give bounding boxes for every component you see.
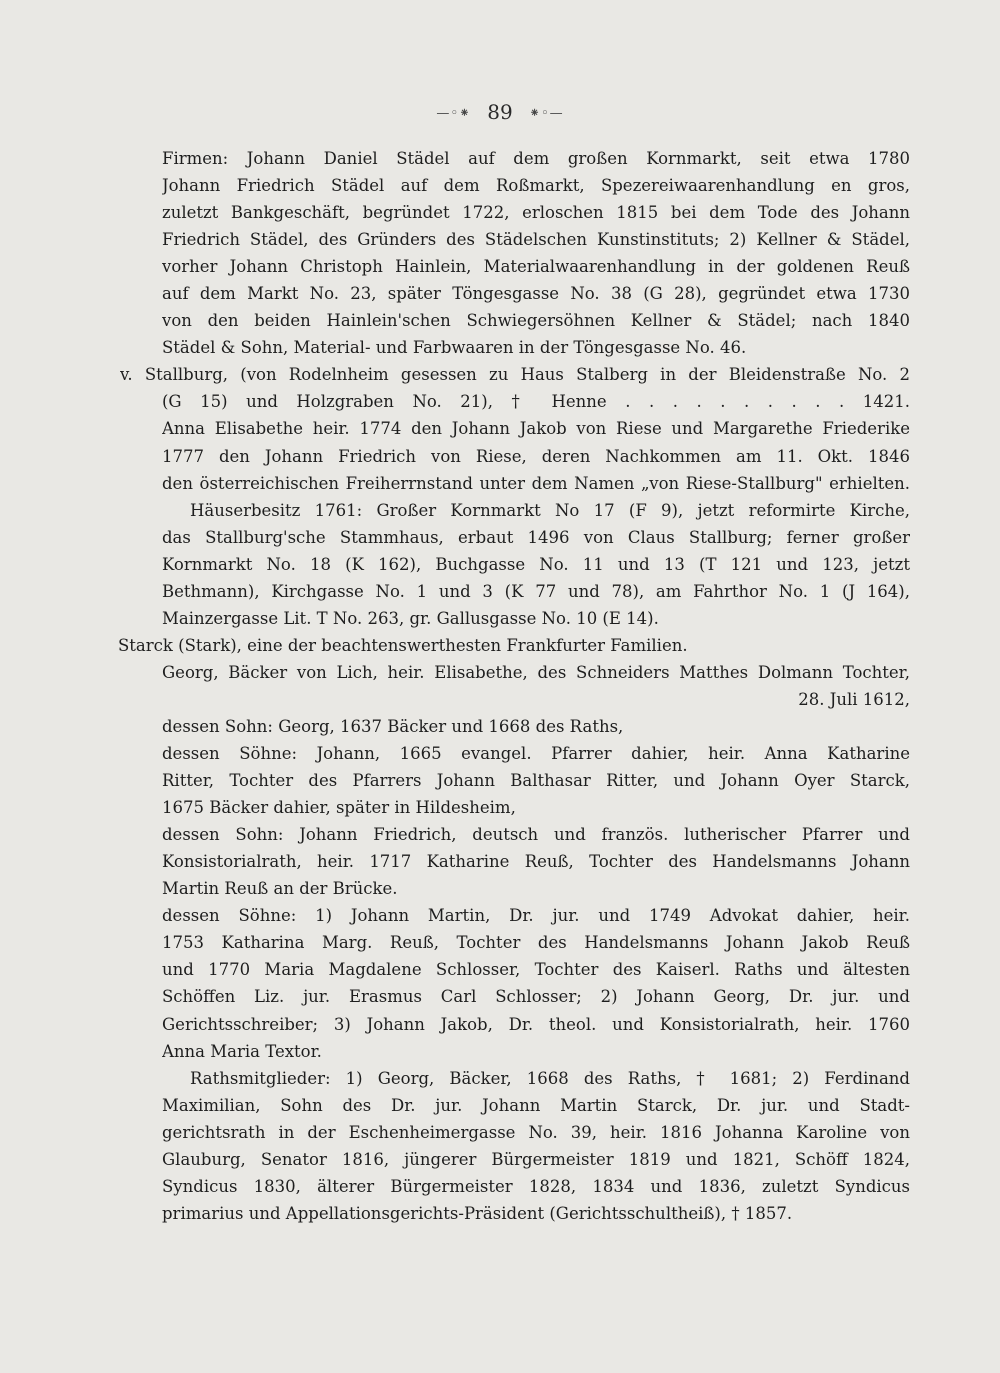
entry-heading-line: Starck (Stark), eine der beachtenswerthesten Frankfurter Familien. bbox=[118, 635, 688, 655]
text-line: gerichtsrath in der Eschenheimergasse No. 39, heir. 1816 Johanna Karoline von bbox=[162, 1122, 910, 1142]
text-line: Mainzergasse Lit. T No. 263, gr. Gallusgasse No. 10 (E 14). bbox=[162, 608, 659, 628]
text-line: Rathsmitglieder: 1) Georg, Bäcker, 1668 des Raths, † 1681; 2) Ferdinand bbox=[190, 1068, 910, 1088]
text-line: auf dem Markt No. 23, später Töngesgasse No. 38 (G 28), gegründet etwa 1730 bbox=[162, 284, 910, 304]
text-line: 28. Juli 1612, bbox=[798, 689, 910, 709]
text-line: den österreichischen Freiherrnstand unter dem Namen „von Riese-Stallburg" erhielten. bbox=[162, 473, 910, 493]
text-line: Glauburg, Senator 1816, jüngerer Bürgermeister 1819 und 1821, Schöff 1824, bbox=[162, 1149, 910, 1169]
text-line: Friedrich Städel, des Gründers des Städelschen Kunstinstituts; 2) Kellner & Städel, bbox=[162, 230, 910, 250]
text-line: das Stallburg'sche Stammhaus, erbaut 1496 von Claus Stallburg; ferner großer bbox=[162, 527, 910, 547]
text-line: dessen Sohn: Johann Friedrich, deutsch und französ. lutherischer Pfarrer und bbox=[162, 825, 910, 845]
text-line: 1675 Bäcker dahier, später in Hildesheim, bbox=[162, 798, 516, 818]
text-line: Maximilian, Sohn des Dr. jur. Johann Martin Starck, Dr. jur. und Stadt- bbox=[162, 1095, 910, 1115]
text-line: dessen Söhne: 1) Johann Martin, Dr. jur. und 1749 Advokat dahier, heir. bbox=[162, 906, 910, 926]
text-line: Georg, Bäcker von Lich, heir. Elisabethe, des Schneiders Matthes Dolmann Tochter, bbox=[162, 662, 910, 682]
text-line: von den beiden Hainlein'schen Schwiegersöhnen Kellner & Städel; nach 1840 bbox=[162, 311, 910, 331]
text-line: Anna Elisabethe heir. 1774 den Johann Jakob von Riese und Margarethe Friederike bbox=[162, 419, 910, 439]
text-line: 1753 Katharina Marg. Reuß, Tochter des Handelsmanns Johann Jakob Reuß bbox=[162, 933, 910, 953]
text-line: Ritter, Tochter des Pfarrers Johann Balthasar Ritter, und Johann Oyer Starck, bbox=[162, 771, 910, 791]
page-header bbox=[0, 100, 1000, 124]
text-line: Johann Friedrich Städel auf dem Roßmarkt, Spezereiwaarenhandlung en gros, bbox=[162, 176, 910, 196]
entry-heading-line: v. Stallburg, (von Rodelnheim gesessen zu Haus Stalberg in der Bleidenstraße No. 2 bbox=[120, 365, 910, 385]
text-line: (G 15) und Holzgraben No. 21), † Henne . . . . . . . . . . 1421. bbox=[162, 392, 910, 412]
page-number: 89 bbox=[487, 100, 513, 124]
text-line: Schöffen Liz. jur. Erasmus Carl Schlosser; 2) Johann Georg, Dr. jur. und bbox=[162, 987, 910, 1007]
text-line: Martin Reuß an der Brücke. bbox=[162, 879, 398, 899]
text-line: Firmen: Johann Daniel Städel auf dem großen Kornmarkt, seit etwa 1780 bbox=[162, 149, 910, 168]
text-line: Konsistorialrath, heir. 1717 Katharine Reuß, Tochter des Handelsmanns Johann bbox=[162, 852, 910, 872]
text-line: Bethmann), Kirchgasse No. 1 und 3 (K 77 und 78), am Fahrthor No. 1 (J 164), bbox=[162, 581, 910, 601]
body-text bbox=[118, 145, 910, 1227]
text-line: dessen Söhne: Johann, 1665 evangel. Pfarrer dahier, heir. Anna Katharine bbox=[162, 744, 910, 764]
text-line: Kornmarkt No. 18 (K 162), Buchgasse No. 11 und 13 (T 121 und 123, jetzt bbox=[162, 554, 910, 574]
text-line: Städel & Sohn, Material- und Farbwaaren in der Töngesgasse No. 46. bbox=[162, 338, 747, 358]
text-line: 1777 den Johann Friedrich von Riese, deren Nachkommen am 11. Okt. 1846 bbox=[162, 446, 910, 466]
text-line: Anna Maria Textor. bbox=[162, 1041, 322, 1061]
text-line: vorher Johann Christoph Hainlein, Materialwaarenhandlung in der goldenen Reuß bbox=[162, 257, 910, 277]
text-line: dessen Sohn: Georg, 1637 Bäcker und 1668 des Raths, bbox=[162, 716, 624, 736]
text-line: Häuserbesitz 1761: Großer Kornmarkt No 17 (F 9), jetzt reformirte Kirche, bbox=[190, 500, 910, 520]
text-line: Gerichtsschreiber; 3) Johann Jakob, Dr. theol. und Konsistorialrath, heir. 1760 bbox=[162, 1014, 910, 1034]
header-ornament-left: —◦⁕ bbox=[436, 106, 471, 121]
text-line: zuletzt Bankgeschäft, begründet 1722, erloschen 1815 bei dem Tode des Johann bbox=[162, 203, 910, 223]
header-ornament-right: ⁕◦— bbox=[529, 106, 564, 121]
text-line: Syndicus 1830, älterer Bürgermeister 1828, 1834 und 1836, zuletzt Syndicus bbox=[162, 1176, 910, 1196]
text-line: und 1770 Maria Magdalene Schlosser, Tochter des Kaiserl. Raths und ältesten bbox=[162, 960, 910, 980]
text-line: primarius und Appellationsgerichts-Präsident (Gerichtsschultheiß), † 1857. bbox=[162, 1203, 793, 1223]
